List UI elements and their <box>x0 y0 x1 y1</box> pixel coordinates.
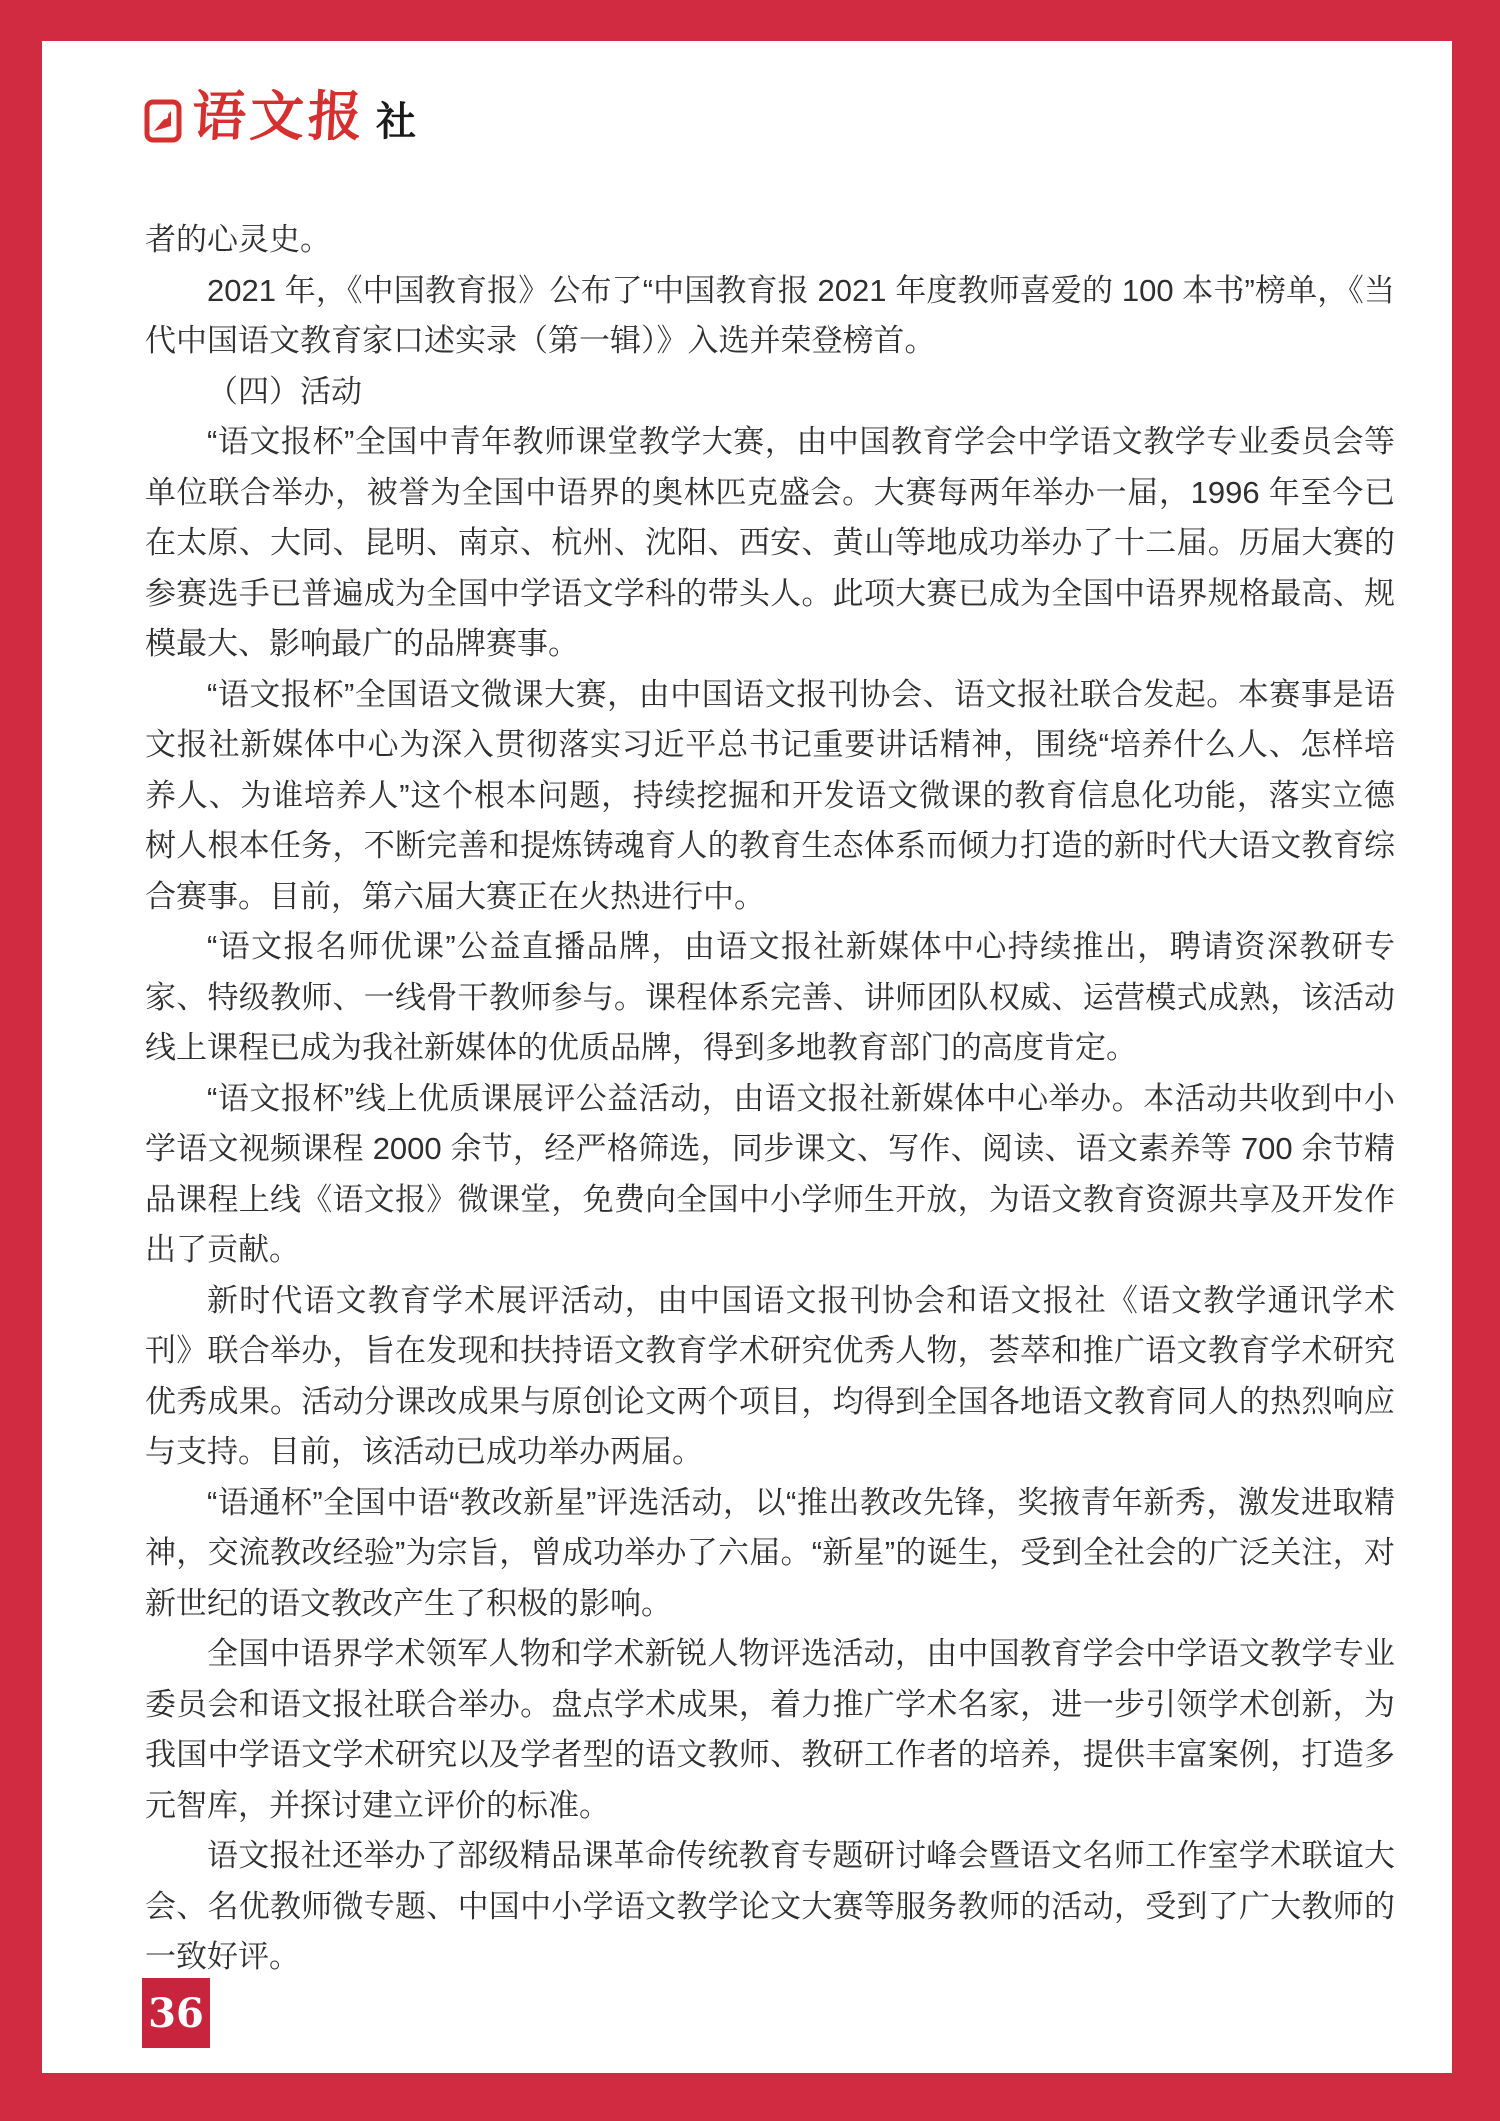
paragraph-3: （四）活动 <box>207 373 362 409</box>
logo-brand-text: 语文报 <box>190 84 368 148</box>
publisher-logo <box>144 84 416 148</box>
paragraph-7: “语文报杯”线上优质课展评公益活动，由语文报社新媒体中心举办。本活动共收到中小学语文视频课程 2000 余节，经严格筛选，同步课文、写作、阅读、语文素养等 700 余节精品课程上线《语文报》微课堂，免费向全国中小学师生开放，为语文教育资源共享及开发作出了贡献。 <box>145 1080 1395 1267</box>
page-sheet <box>42 41 1452 2073</box>
paragraph-1: 者的心灵史。 <box>145 222 331 257</box>
logo-suffix-text: 社 <box>376 98 416 145</box>
paragraph-6: “语文报名师优课”公益直播品牌，由语文报社新媒体中心持续推出，聘请资深教研专家、特级教师、一线骨干教师参与。课程体系完善、讲师团队权威、运营模式成熟，该活动线上课程已成为我社新媒体的优质品牌，得到多地教育部门的高度肯定。 <box>145 929 1395 1065</box>
paragraph-5: “语文报杯”全国语文微课大赛，由中国语文报刊协会、语文报社联合发起。本赛事是语文报社新媒体中心为深入贯彻落实习近平总书记重要讲话精神，围绕“培养什么人、怎样培养人、为谁培养人”这个根本问题，持续挖掘和开发语文微课的教育信息化功能，落实立德树人根本任务，不断完善和提炼铸魂育人的教育生态体系而倾力打造的新时代大语文教育综合赛事。目前，第六届大赛正在火热进行中。 <box>145 676 1395 914</box>
paragraph-11: 语文报社还举办了部级精品课革命传统教育专题研讨峰会暨语文名师工作室学术联谊大会、名优教师微专题、中国中小学语文教学论文大赛等服务教师的活动，受到了广大教师的一致好评。 <box>145 1838 1395 1974</box>
document-body <box>145 215 1395 1983</box>
paragraph-8: 新时代语文教育学术展评活动，由中国语文报刊协会和语文报社《语文教学通讯学术刊》联合举办，旨在发现和扶持语文教育学术研究优秀人物，荟萃和推广语文教育学术研究优秀成果。活动分课改成果与原创论文两个项目，均得到全国各地语文教育同人的热烈响应与支持。目前，该活动已成功举办两届。 <box>145 1282 1395 1469</box>
page-number-badge: 36 <box>142 1978 210 2048</box>
paragraph-2: 2021 年，《中国教育报》公布了“中国教育报 2021 年度教师喜爱的 100 本书”榜单，《当代中国语文教育家口述实录（第一辑）》入选并荣登榜首。 <box>145 272 1395 358</box>
paragraph-10: 全国中语界学术领军人物和学术新锐人物评选活动，由中国教育学会中学语文教学专业委员会和语文报社联合举办。盘点学术成果，着力推广学术名家，进一步引领学术创新，为我国中学语文学术研究以及学者型的语文教师、教研工作者的培养，提供丰富案例，打造多元智库，并探讨建立评价的标准。 <box>145 1636 1395 1823</box>
yuwenbao-logo-icon <box>144 99 182 143</box>
paragraph-4: “语文报杯”全国中青年教师课堂教学大赛，由中国教育学会中学语文教学专业委员会等单位联合举办，被誉为全国中语界的奥林匹克盛会。大赛每两年举办一届，1996 年至今已在太原、大同、昆明、南京、杭州、沈阳、西安、黄山等地成功举办了十二届。历届大赛的参赛选手已普遍成为全国中学语文学科的带头人。此项大赛已成为全国中语界规格最高、规模最大、影响最广的品牌赛事。 <box>145 424 1395 661</box>
paragraph-9: “语通杯”全国中语“教改新星”评选活动，以“推出教改先锋，奖掖青年新秀，激发进取精神，交流教改经验”为宗旨，曾成功举办了六届。“新星”的诞生，受到全社会的广泛关注，对新世纪的语文教改产生了积极的影响。 <box>145 1484 1395 1621</box>
